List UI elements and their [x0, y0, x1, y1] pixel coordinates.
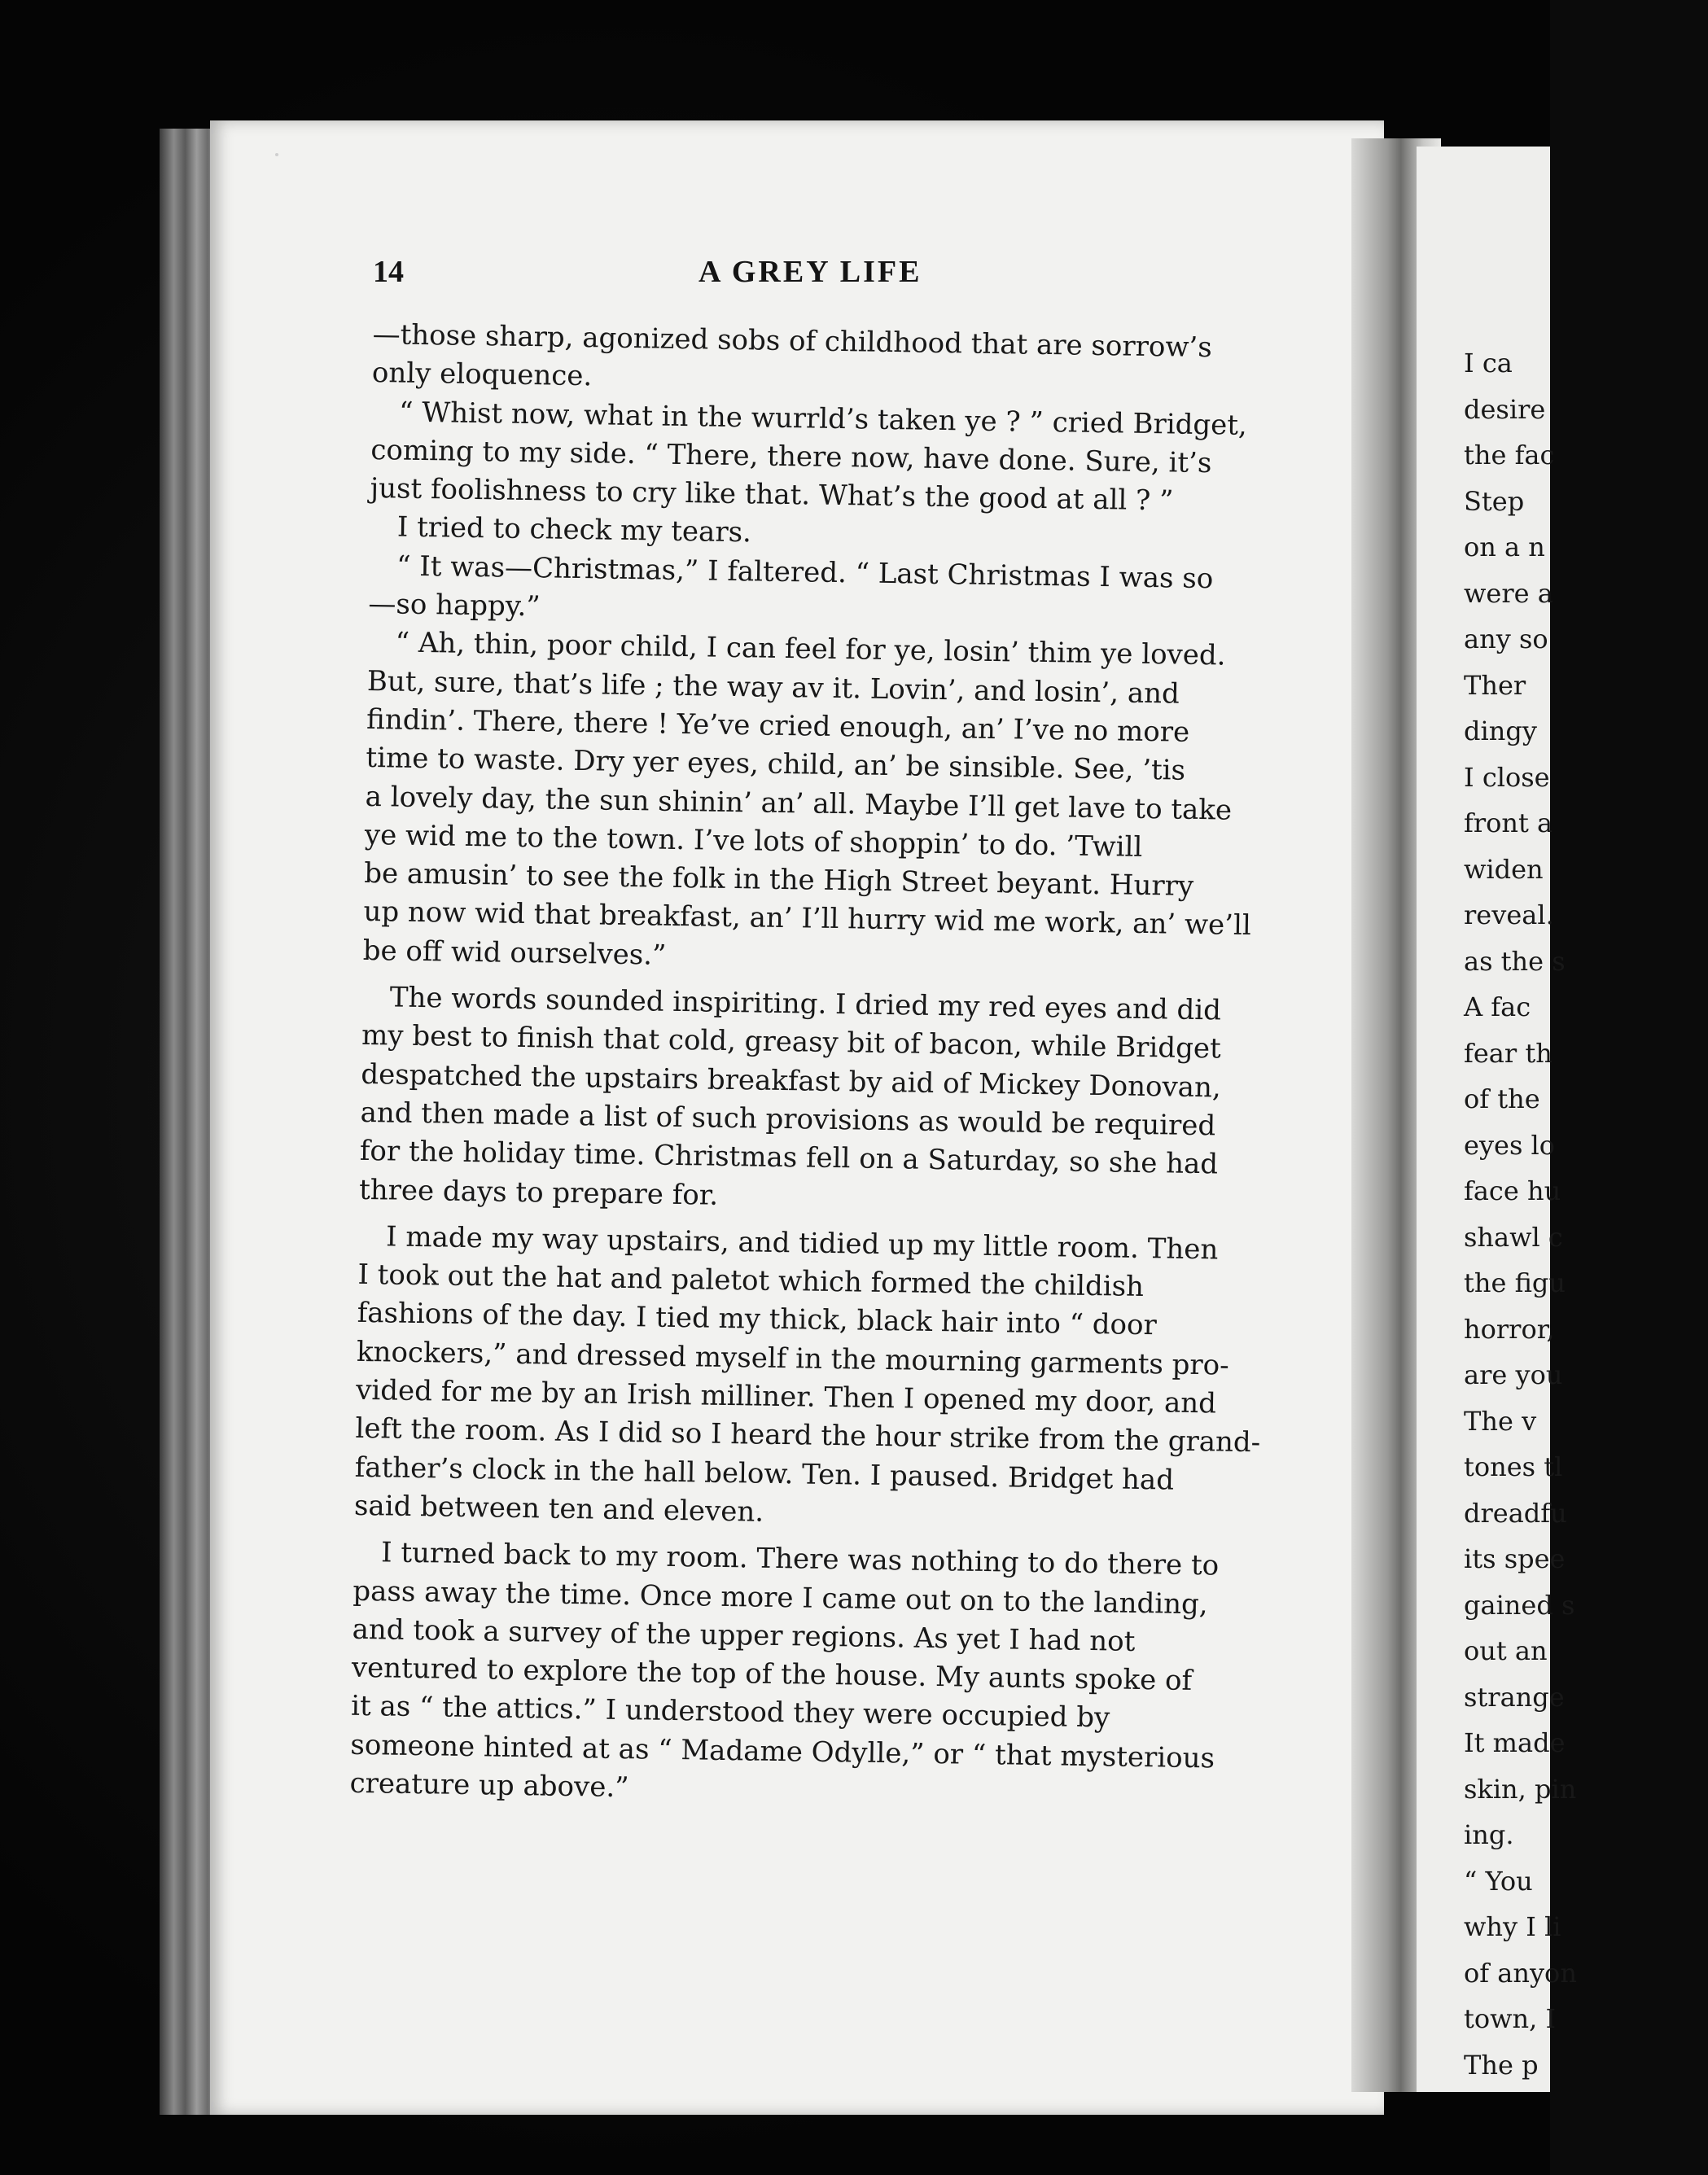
text-line: I took out the hat and paletot which formed the childish: [357, 1258, 1145, 1304]
text-line: said between ten and eleven.: [353, 1489, 764, 1529]
text-line: “ It was—Christmas,” I faltered. “ Last Christmas I was so: [396, 549, 1214, 596]
text-line: it as “ the attics.” I understood they were occupied by: [350, 1690, 1110, 1735]
text-line: “ Whist now, what in the wurrld’s taken ye ? ” cried Bridget,: [398, 396, 1248, 442]
book-page-edges: [160, 129, 217, 2115]
text-line: for the holiday time. Christmas fell on a Saturday, so she had: [359, 1135, 1219, 1181]
text-line: findin’. There, there ! Ye’ve cried enough, an’ I’ve no more: [366, 702, 1190, 749]
text-line: despatched the upstairs breakfast by aid of Mickey Donovan,: [361, 1057, 1222, 1105]
text-line: The p: [1464, 2049, 1539, 2081]
text-line: reveal.: [1464, 899, 1554, 930]
dust-speck: [275, 153, 278, 156]
text-line: ye wid me to the town. I’ve lots of shoppin’ to do. ’Twill: [364, 818, 1143, 864]
text-line: eyes lo: [1464, 1129, 1556, 1161]
page-header: [373, 254, 1334, 319]
text-line: only eloquence.: [371, 357, 593, 393]
text-line: front a: [1464, 807, 1553, 838]
text-line: of the: [1464, 1083, 1540, 1114]
text-line: skin, pin: [1464, 1773, 1577, 1805]
text-line: gained s: [1464, 1589, 1575, 1621]
text-line: A fac: [1464, 991, 1531, 1022]
text-line: dingy: [1464, 716, 1537, 746]
text-line: my best to finish that cold, greasy bit of bacon, while Bridget: [361, 1019, 1221, 1066]
text-line: desire: [1464, 393, 1546, 425]
text-line: just foolishness to cry like that. What’s the good at all ? ”: [370, 472, 1174, 518]
text-line: Ther: [1464, 669, 1526, 701]
text-line: ing.: [1464, 1819, 1514, 1850]
text-line: be off wid ourselves.”: [362, 934, 667, 972]
left-page-body: [349, 316, 1268, 1817]
text-line: town, I: [1464, 2003, 1557, 2034]
text-line: left the room. As I did so I heard the hour strike from the grand-: [355, 1412, 1261, 1459]
text-line: coming to my side. “ There, there now, have done. Sure, it’s: [370, 433, 1212, 480]
text-line: I ca: [1464, 348, 1513, 379]
text-line: I close: [1464, 761, 1550, 793]
text-line: were a: [1464, 577, 1553, 609]
text-line: the fac: [1464, 440, 1555, 470]
text-line: of anyon: [1464, 1957, 1577, 1989]
text-line: fashions of the day. I tied my thick, black hair into “ door: [357, 1297, 1158, 1342]
text-line: The words sounded inspiriting. I dried my red eyes and did: [389, 981, 1222, 1027]
text-line: widen: [1464, 853, 1544, 885]
text-line: the figu: [1464, 1267, 1566, 1298]
text-line: why I li: [1464, 1911, 1561, 1942]
right-page-body: [1464, 340, 1708, 2088]
text-line: as the s: [1464, 945, 1566, 977]
left-page: [210, 120, 1384, 2115]
text-line: pass away the time. Once more I came out on to the landing,: [353, 1574, 1208, 1621]
text-line: up now wid that breakfast, an’ I’ll hurry wid me work, an’ we’ll: [363, 895, 1252, 943]
text-line: on a n: [1464, 532, 1545, 562]
text-line: I tried to check my tears.: [396, 510, 752, 549]
text-line: and then made a list of such provisions as would be required: [360, 1096, 1216, 1143]
page-number: 14: [373, 255, 404, 289]
text-line: fear th: [1464, 1037, 1553, 1069]
text-line: dreadfu: [1464, 1497, 1567, 1529]
text-line: father’s clock in the hall below. Ten. I paused. Bridget had: [354, 1451, 1175, 1497]
text-line: a lovely day, the sun shinin’ an’ all. Maybe I’ll get lave to take: [365, 780, 1233, 827]
text-line: But, sure, that’s life ; the way av it. Lovin’, and losin’, and: [366, 664, 1180, 711]
text-line: knockers,” and dressed myself in the mourning garments pro-: [356, 1335, 1229, 1382]
text-line: be amusin’ to see the folk in the High Street beyant. Hurry: [363, 857, 1194, 904]
text-line: —so happy.”: [368, 588, 541, 624]
text-line: any so: [1464, 624, 1548, 654]
text-line: three days to prepare for.: [358, 1173, 719, 1212]
text-line: face hu: [1464, 1175, 1561, 1206]
running-head: A GREY LIFE: [699, 255, 922, 289]
text-line: Step: [1464, 485, 1525, 517]
text-line: its spee: [1464, 1543, 1566, 1574]
text-line: shawl c: [1464, 1221, 1563, 1253]
text-line: creature up above.”: [349, 1766, 629, 1805]
text-line: tones tl: [1464, 1451, 1563, 1482]
text-line: strange: [1464, 1681, 1565, 1713]
text-line: “ You: [1464, 1865, 1533, 1897]
text-line: horror,: [1464, 1313, 1555, 1345]
text-line: ventured to explore the top of the house. My aunts spoke of: [351, 1651, 1193, 1698]
text-line: I made my way upstairs, and tidied up my little room. Then: [385, 1220, 1219, 1267]
text-line: vided for me by an Irish milliner. Then I opened my door, and: [355, 1373, 1217, 1420]
text-line: It made: [1464, 1727, 1566, 1758]
text-line: are you: [1464, 1359, 1563, 1390]
text-line: someone hinted at as “ Madame Odylle,” or “ that mysterious: [350, 1728, 1215, 1775]
text-line: The v: [1464, 1405, 1537, 1437]
text-line: “ Ah, thin, poor child, I can feel for ye, losin’ thim ye loved.: [395, 626, 1226, 672]
right-page: [1417, 147, 1577, 2092]
text-line: —those sharp, agonized sobs of childhood that are sorrow’s: [372, 317, 1213, 365]
text-line: out an: [1464, 1635, 1548, 1666]
text-line: and took a survey of the upper regions. As yet I had not: [352, 1613, 1136, 1658]
text-line: I turned back to my room. There was nothing to do there to: [380, 1536, 1220, 1582]
text-line: time to waste. Dry yer eyes, child, an’ be sinsible. See, ’tis: [366, 742, 1186, 788]
